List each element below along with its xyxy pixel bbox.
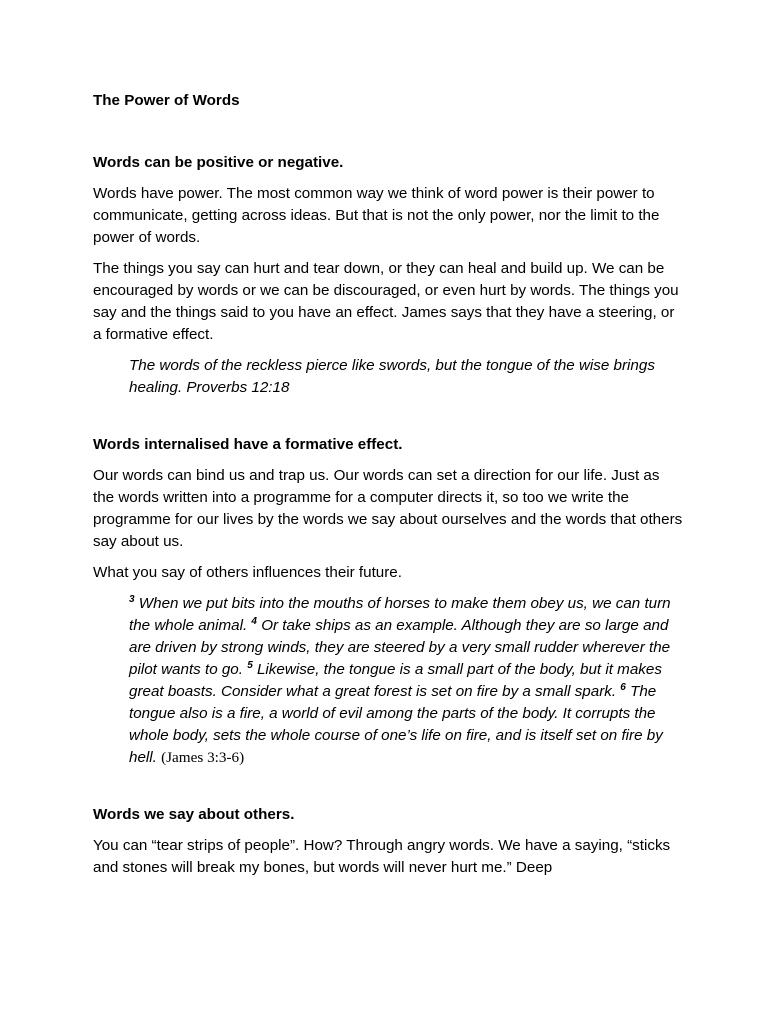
paragraph: Our words can bind us and trap us. Our words can set a direction for our life. Just as the words written into a programme for a computer directs it, so too we write the programme for our lives by the words we say about ourselves and the words that others say about us. bbox=[93, 467, 683, 550]
paragraph: The things you say can hurt and tear down, or they can heal and build up. We can be encouraged by words or we can be discouraged, or even hurt by words. The things you say and the things said to you have an effect. James says that they have a steering, or a formative effect. bbox=[93, 260, 679, 343]
paragraph: You can “tear strips of people”. How? Through angry words. We have a saying, “sticks and stones will break my bones, but words will never hurt me.” Deep bbox=[93, 837, 671, 876]
document-page bbox=[93, 90, 683, 888]
verse-text: When we put bits into the mouths of horses to make them obey us, we can turn the whole animal. bbox=[129, 595, 671, 634]
verse-number: 3 bbox=[129, 593, 135, 605]
verse-number: 6 bbox=[620, 681, 626, 693]
section-spacer bbox=[93, 408, 683, 434]
scripture-quote-james bbox=[129, 593, 683, 769]
verse-number: 4 bbox=[251, 615, 257, 627]
section-heading-positive-negative: Words can be positive or negative. bbox=[93, 154, 344, 171]
verse-text: Likewise, the tongue is a small part of the body, but it makes great boasts. Consider what a great forest is set on fire by a small spark. bbox=[129, 661, 662, 700]
verse-number: 5 bbox=[247, 659, 253, 671]
verse-text: Or take ships as an example. Although they are so large and are driven by strong winds, they are steered by a very small rudder wherever the pilot wants to go. bbox=[129, 617, 671, 678]
section-heading-formative-effect: Words internalised have a formative effect. bbox=[93, 436, 403, 453]
paragraph: Words have power. The most common way we think of word power is their power to communicate, getting across ideas. But that is not the only power, nor the limit to the power of words. bbox=[93, 185, 660, 246]
scripture-quote-proverbs: The words of the reckless pierce like swords, but the tongue of the wise brings healing. Proverbs 12:18 bbox=[129, 357, 655, 396]
document-title: The Power of Words bbox=[93, 92, 240, 109]
paragraph: What you say of others influences their future. bbox=[93, 564, 402, 581]
verse-text: The tongue also is a fire, a world of evil among the parts of the body. It corrupts the whole body, sets the whole course of one’s life on fire, and is itself set on fire by hell. bbox=[129, 683, 663, 766]
scripture-reference: (James 3:3-6) bbox=[161, 749, 245, 766]
section-heading-words-about-others: Words we say about others. bbox=[93, 806, 295, 823]
section-spacer bbox=[93, 778, 683, 804]
